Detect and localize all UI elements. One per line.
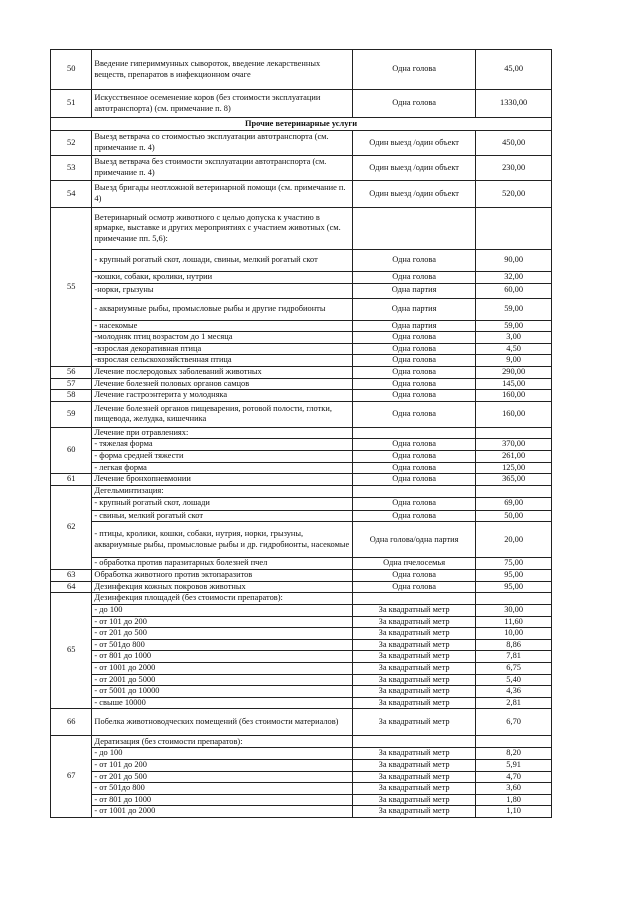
service-price: 365,00 [476, 474, 552, 486]
service-price: 370,00 [476, 439, 552, 451]
service-price: 3,00 [476, 332, 552, 344]
table-row [51, 131, 552, 156]
unit-of-measure: Одна голова [353, 497, 476, 510]
service-name: Дегельминтизация: [92, 485, 353, 497]
unit-of-measure: Одна голова [353, 90, 476, 118]
service-price: 32,00 [476, 272, 552, 284]
unit-of-measure: Одна голова [353, 250, 476, 272]
service-name: Дезинфекция кожных покровов животных [92, 581, 353, 593]
item-number: 62 [51, 485, 92, 569]
service-price: 3,60 [476, 783, 552, 795]
table-row [51, 686, 552, 698]
unit-of-measure: Одна голова [353, 390, 476, 402]
unit-of-measure: За квадратный метр [353, 806, 476, 818]
table-row [51, 709, 552, 736]
table-row [51, 366, 552, 378]
table-row [51, 639, 552, 651]
service-name: - насекомые [92, 320, 353, 332]
service-name: - форма средней тяжести [92, 450, 353, 462]
unit-of-measure [353, 485, 476, 497]
service-price: 5,40 [476, 674, 552, 686]
table-row [51, 450, 552, 462]
service-name: Ветеринарный осмотр животного с целью допуска к участию в ярмарке, выставке и других мероприятиях с участием животных (см. примечание пп. 5,6): [92, 208, 353, 250]
unit-of-measure: Одна голова [353, 355, 476, 367]
unit-of-measure: Одна голова [353, 343, 476, 355]
table-row [51, 569, 552, 581]
unit-of-measure: За квадратный метр [353, 686, 476, 698]
service-price: 6,70 [476, 709, 552, 736]
service-price: 160,00 [476, 401, 552, 427]
service-name: - от 1001 до 2000 [92, 806, 353, 818]
item-number: 54 [51, 181, 92, 208]
table-row [51, 674, 552, 686]
unit-of-measure: За квадратный метр [353, 709, 476, 736]
unit-of-measure: Одна голова [353, 510, 476, 522]
service-price: 59,00 [476, 298, 552, 320]
item-number: 65 [51, 593, 92, 709]
unit-of-measure [353, 736, 476, 748]
unit-of-measure: Одна пчелосемья [353, 558, 476, 570]
table-row [51, 771, 552, 783]
item-number: 67 [51, 736, 92, 818]
service-name: Обработка животного против эктопаразитов [92, 569, 353, 581]
service-name: -норки, грызуны [92, 283, 353, 298]
unit-of-measure: Одна партия [353, 298, 476, 320]
unit-of-measure: За квадратный метр [353, 628, 476, 640]
service-price: 290,00 [476, 366, 552, 378]
table-row [51, 663, 552, 675]
unit-of-measure: Одна голова [353, 50, 476, 90]
table-row [51, 558, 552, 570]
service-price: 45,00 [476, 50, 552, 90]
service-price: 8,20 [476, 748, 552, 760]
service-name: - птицы, кролики, кошки, собаки, нутрия, норки, грызуны, аквариумные рыбы, промысловые рыбы и др. гидробионты, насекомые [92, 522, 353, 558]
unit-of-measure [353, 593, 476, 605]
section-header-row [51, 118, 552, 131]
service-name: - крупный рогатый скот, лошади [92, 497, 353, 510]
table-row [51, 390, 552, 402]
unit-of-measure: Одна голова/одна партия [353, 522, 476, 558]
service-price: 2,81 [476, 697, 552, 709]
table-row [51, 343, 552, 355]
section-title: Прочие ветеринарные услуги [51, 118, 552, 131]
service-name: - от 501до 800 [92, 783, 353, 795]
unit-of-measure: Одна голова [353, 474, 476, 486]
service-name: Лечение болезней органов пищеварения, ротовой полости, глотки, пищевода, желудка, кишечника [92, 401, 353, 427]
service-name: - крупный рогатый скот, лошади, свиньи, мелкий рогатый скот [92, 250, 353, 272]
table-row [51, 522, 552, 558]
table-row [51, 439, 552, 451]
item-number: 58 [51, 390, 92, 402]
unit-of-measure: За квадратный метр [353, 616, 476, 628]
table-row [51, 783, 552, 795]
table-row [51, 474, 552, 486]
unit-of-measure: Одна голова [353, 439, 476, 451]
service-price: 9,00 [476, 355, 552, 367]
service-name: -взрослая декоративная птица [92, 343, 353, 355]
price-table-body [51, 50, 552, 818]
service-name: - свыше 10000 [92, 697, 353, 709]
table-row [51, 485, 552, 497]
table-row [51, 760, 552, 772]
item-number: 51 [51, 90, 92, 118]
service-price: 520,00 [476, 181, 552, 208]
service-price: 145,00 [476, 378, 552, 390]
table-row [51, 181, 552, 208]
table-row [51, 401, 552, 427]
table-row [51, 651, 552, 663]
service-name: - тяжелая форма [92, 439, 353, 451]
unit-of-measure: Один выезд /один объект [353, 131, 476, 156]
unit-of-measure: Одна голова [353, 569, 476, 581]
service-name: - от 101 до 200 [92, 760, 353, 772]
service-price: 261,00 [476, 450, 552, 462]
table-row [51, 355, 552, 367]
table-row [51, 616, 552, 628]
unit-of-measure: За квадратный метр [353, 783, 476, 795]
service-price: 1,80 [476, 794, 552, 806]
service-name: - от 801 до 1000 [92, 651, 353, 663]
service-price: 1330,00 [476, 90, 552, 118]
unit-of-measure: Одна голова [353, 401, 476, 427]
table-row [51, 50, 552, 90]
unit-of-measure: За квадратный метр [353, 760, 476, 772]
table-row [51, 283, 552, 298]
service-name: Выезд ветврача со стоимостью эксплуатации автотранспорта (см. примечание п. 4) [92, 131, 353, 156]
unit-of-measure: Одна голова [353, 378, 476, 390]
service-name: - от 2001 до 5000 [92, 674, 353, 686]
service-price: 5,91 [476, 760, 552, 772]
service-name: Выезд бригады неотложной ветеринарной помощи (см. примечание п. 4) [92, 181, 353, 208]
service-name: - обработка против паразитарных болезней пчел [92, 558, 353, 570]
service-price: 90,00 [476, 250, 552, 272]
service-name: Лечение послеродовых заболеваний животных [92, 366, 353, 378]
service-price: 30,00 [476, 605, 552, 617]
table-row [51, 736, 552, 748]
item-number: 56 [51, 366, 92, 378]
price-table [50, 49, 552, 818]
service-name: Введение гипериммунных сывороток, введение лекарственных веществ, препаратов в инфекционном очаге [92, 50, 353, 90]
service-name: - легкая форма [92, 462, 353, 474]
service-price [476, 593, 552, 605]
service-name: Дератизация (без стоимости препаратов): [92, 736, 353, 748]
service-price: 230,00 [476, 156, 552, 181]
service-price: 7,81 [476, 651, 552, 663]
service-name: - от 1001 до 2000 [92, 663, 353, 675]
table-row [51, 748, 552, 760]
service-price: 1,10 [476, 806, 552, 818]
table-row [51, 208, 552, 250]
unit-of-measure: За квадратный метр [353, 748, 476, 760]
table-row [51, 581, 552, 593]
service-name: - до 100 [92, 605, 353, 617]
service-name: - аквариумные рыбы, промысловые рыбы и другие гидробионты [92, 298, 353, 320]
unit-of-measure: За квадратный метр [353, 697, 476, 709]
service-price: 10,00 [476, 628, 552, 640]
service-name: - свиньи, мелкий рогатый скот [92, 510, 353, 522]
unit-of-measure: За квадратный метр [353, 674, 476, 686]
unit-of-measure: Одна голова [353, 462, 476, 474]
item-number: 52 [51, 131, 92, 156]
service-price: 95,00 [476, 569, 552, 581]
table-row [51, 510, 552, 522]
table-row [51, 806, 552, 818]
service-price: 75,00 [476, 558, 552, 570]
table-row [51, 497, 552, 510]
service-name: Дезинфекция площадей (без стоимости препаратов): [92, 593, 353, 605]
service-price: 95,00 [476, 581, 552, 593]
unit-of-measure: Одна голова [353, 581, 476, 593]
unit-of-measure: Одна голова [353, 366, 476, 378]
item-number: 66 [51, 709, 92, 736]
unit-of-measure: За квадратный метр [353, 663, 476, 675]
service-price: 450,00 [476, 131, 552, 156]
unit-of-measure: За квадратный метр [353, 639, 476, 651]
service-price: 69,00 [476, 497, 552, 510]
item-number: 50 [51, 50, 92, 90]
service-name: - от 501до 800 [92, 639, 353, 651]
table-row [51, 794, 552, 806]
table-row [51, 156, 552, 181]
service-name: - от 201 до 500 [92, 628, 353, 640]
unit-of-measure [353, 427, 476, 439]
table-row [51, 378, 552, 390]
unit-of-measure: Одна партия [353, 283, 476, 298]
item-number: 64 [51, 581, 92, 593]
table-row [51, 593, 552, 605]
item-number: 59 [51, 401, 92, 427]
item-number: 63 [51, 569, 92, 581]
table-row [51, 320, 552, 332]
service-price: 60,00 [476, 283, 552, 298]
unit-of-measure: Одна голова [353, 450, 476, 462]
unit-of-measure [353, 208, 476, 250]
table-row [51, 697, 552, 709]
table-row [51, 427, 552, 439]
service-name: - от 101 до 200 [92, 616, 353, 628]
service-price: 6,75 [476, 663, 552, 675]
unit-of-measure: За квадратный метр [353, 651, 476, 663]
service-name: - от 801 до 1000 [92, 794, 353, 806]
table-row [51, 332, 552, 344]
service-name: - от 5001 до 10000 [92, 686, 353, 698]
table-row [51, 272, 552, 284]
table-row [51, 605, 552, 617]
item-number: 60 [51, 427, 92, 473]
service-name: Лечение болезней половых органов самцов [92, 378, 353, 390]
item-number: 57 [51, 378, 92, 390]
unit-of-measure: Одна партия [353, 320, 476, 332]
service-price: 4,36 [476, 686, 552, 698]
unit-of-measure: Один выезд /один объект [353, 156, 476, 181]
table-row [51, 628, 552, 640]
service-name: -молодняк птиц возрастом до 1 месяца [92, 332, 353, 344]
service-name: Искусственное осеменение коров (без стоимости эксплуатации автотранспорта) (см. примечание п. 8) [92, 90, 353, 118]
service-name: Выезд ветврача без стоимости эксплуатации автотранспорта (см. примечание п. 4) [92, 156, 353, 181]
service-name: - от 201 до 500 [92, 771, 353, 783]
service-price [476, 427, 552, 439]
service-price: 4,50 [476, 343, 552, 355]
unit-of-measure: За квадратный метр [353, 605, 476, 617]
service-name: -кошки, собаки, кролики, нутрии [92, 272, 353, 284]
unit-of-measure: За квадратный метр [353, 771, 476, 783]
unit-of-measure: За квадратный метр [353, 794, 476, 806]
service-price: 4,70 [476, 771, 552, 783]
service-price: 11,60 [476, 616, 552, 628]
table-row [51, 250, 552, 272]
service-price: 20,00 [476, 522, 552, 558]
item-number: 55 [51, 208, 92, 367]
service-name: -взрослая сельскохозяйственная птица [92, 355, 353, 367]
service-price [476, 736, 552, 748]
service-name: - до 100 [92, 748, 353, 760]
item-number: 53 [51, 156, 92, 181]
service-price [476, 208, 552, 250]
service-price: 59,00 [476, 320, 552, 332]
unit-of-measure: Один выезд /один объект [353, 181, 476, 208]
service-price: 50,00 [476, 510, 552, 522]
service-name: Лечение гастроэнтерита у молодняка [92, 390, 353, 402]
service-name: Лечение бронхопневмонии [92, 474, 353, 486]
service-price: 125,00 [476, 462, 552, 474]
unit-of-measure: Одна голова [353, 272, 476, 284]
unit-of-measure: Одна голова [353, 332, 476, 344]
table-row [51, 90, 552, 118]
service-name: Побелка животноводческих помещений (без стоимости материалов) [92, 709, 353, 736]
service-price: 160,00 [476, 390, 552, 402]
service-name: Лечение при отравлениях: [92, 427, 353, 439]
table-row [51, 298, 552, 320]
table-row [51, 462, 552, 474]
item-number: 61 [51, 474, 92, 486]
service-price: 8,86 [476, 639, 552, 651]
service-price [476, 485, 552, 497]
price-list-page [50, 49, 552, 818]
